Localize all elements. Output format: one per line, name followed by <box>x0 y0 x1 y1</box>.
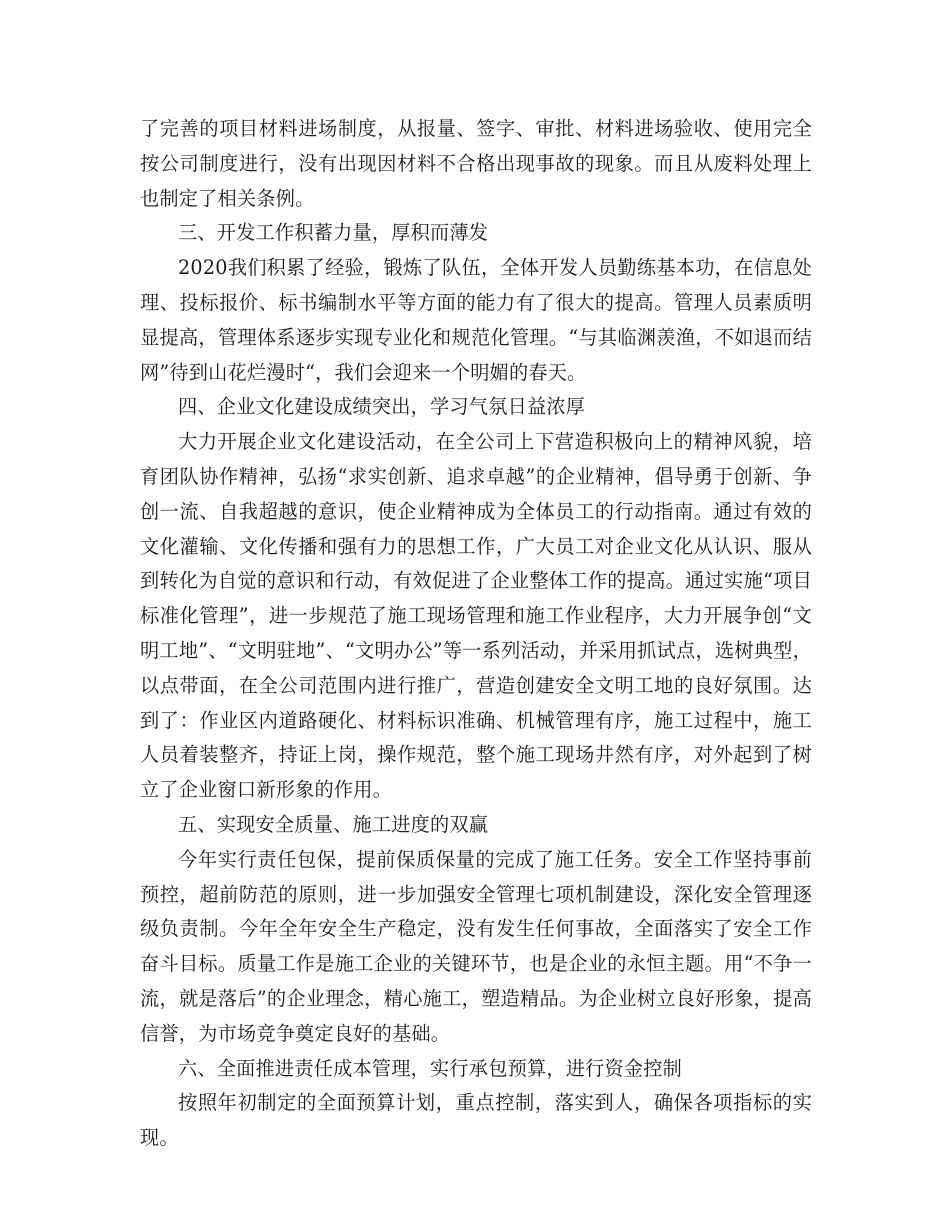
paragraph-culture: 大力开展企业文化建设活动，在全公司上下营造积极向上的精神风貌，培育团队协作精神，弘扬“求实创新、追求卓越”的企业精神，倡导勇于创新、争创一流、自我超越的意识，使企业精神成为全体员工的行动指南。通过有效的文化灌输、文化传播和强有力的思想工作，广大员工对企业文化从认识、服从到转化为自觉的意识和行动，有效促进了企业整体工作的提高。通过实施“项目标准化管理”，进一步规范了施工现场管理和施工作业程序，大力开展争创“文明工地”、“文明驻地”、“文明办公”等一系列活动，并采用抓试点，选树典型，以点带面，在全公司范围内进行推广，营造创建安全文明工地的良好氛围。达到了：作业区内道路硬化、材料标识准确、机械管理有序，施工过程中，施工人员着装整齐，持证上岗，操作规范，整个施工现场井然有序，对外起到了树立了企业窗口新形象的作用。 <box>140 430 812 802</box>
paragraph-safety-quality: 今年实行责任包保，提前保质保量的完成了施工任务。安全工作坚持事前预控，超前防范的原则，进一步加强安全管理七项机制建设，深化安全管理逐级负责制。今年全年安全生产稳定，没有发生任何事故，全面落实了安全工作奋斗目标。质量工作是施工企业的关键环节，也是企业的永恒主题。用“不争一流，就是落后”的企业理念，精心施工，塑造精品。为企业树立良好形象，提高信誉，为市场竞争奠定良好的基础。 <box>140 847 812 1045</box>
section-heading-4: 四、企业文化建设成绩突出，学习气氛日益浓厚 <box>178 395 586 419</box>
paragraph-continuation: 了完善的项目材料进场制度，从报量、签字、审批、材料进场验收、使用完全按公司制度进行，没有出现因材料不合格出现事故的现象。而且从废料处理上也制定了相关条例。 <box>140 117 812 210</box>
paragraph-development: 2020我们积累了经验，锻炼了队伍，全体开发人员勤练基本功，在信息处理、投标报价、标书编制水平等方面的能力有了很大的提高。管理人员素质明显提高，管理体系逐步实现专业化和规范化管理。“与其临渊羡渔，不如退而结网”待到山花烂漫时“，我们会迎来一个明媚的春天。 <box>140 256 812 384</box>
document-body <box>140 112 812 1156</box>
paragraph-budget: 按照年初制定的全面预算计划，重点控制，落实到人，确保各项指标的实现。 <box>140 1091 812 1150</box>
section-heading-3: 三、开发工作积蓄力量，厚积而薄发 <box>178 221 489 245</box>
section-heading-5: 五、实现安全质量、施工进度的双赢 <box>178 812 489 836</box>
section-heading-6: 六、全面推进责任成本管理，实行承包预算，进行资金控制 <box>178 1056 683 1080</box>
